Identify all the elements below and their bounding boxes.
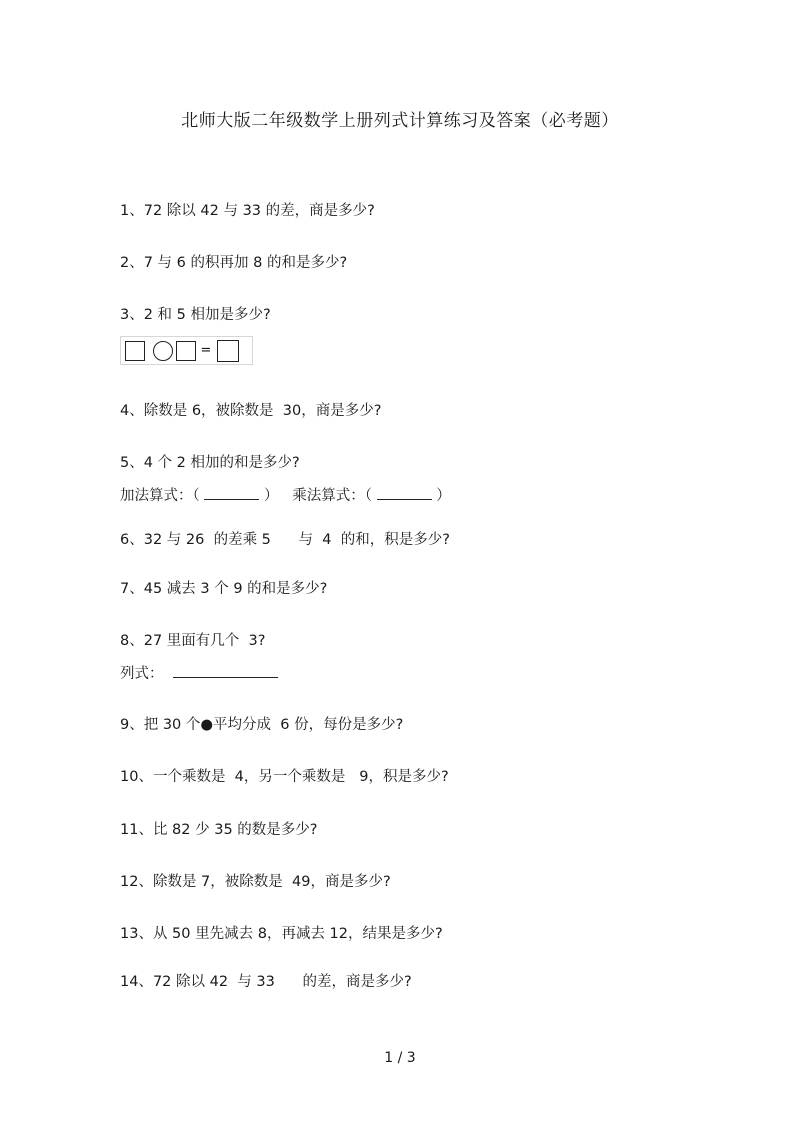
question-14: 14、72 除以 42 与 33 的差，商是多少? bbox=[120, 974, 412, 990]
question-2: 2、7 与 6 的积再加 8 的和是多少? bbox=[120, 255, 348, 271]
page-title: 北师大版二年级数学上册列式计算练习及答案（必考题） bbox=[181, 111, 619, 131]
mul-formula-close: ） bbox=[436, 488, 451, 504]
formula-label: 列式： bbox=[120, 666, 164, 682]
q8-answer-line bbox=[120, 662, 278, 683]
question-11: 11、比 82 少 35 的数是多少? bbox=[120, 822, 318, 838]
square-box-shape bbox=[125, 341, 145, 361]
question-7: 7、45 减去 3 个 9 的和是多少? bbox=[120, 581, 328, 597]
equals-sign: = bbox=[200, 343, 212, 358]
question-12: 12、除数是 7，被除数是 49，商是多少? bbox=[120, 874, 391, 890]
page-number: 1 / 3 bbox=[384, 1050, 416, 1066]
mul-formula-label: 乘法算式：（ bbox=[292, 488, 373, 504]
add-formula-blank bbox=[204, 485, 259, 500]
add-formula-label: 加法算式：（ bbox=[120, 488, 200, 504]
formula-blank bbox=[173, 663, 278, 678]
circle-operator-shape bbox=[153, 341, 173, 361]
question-3: 3、2 和 5 相加是多少? bbox=[120, 307, 271, 323]
mul-formula-blank bbox=[377, 485, 432, 500]
question-13: 13、从 50 里先减去 8，再减去 12，结果是多少? bbox=[120, 926, 443, 942]
question-9: 9、把 30 个●平均分成 6 份，每份是多少? bbox=[120, 717, 404, 733]
question-10: 10、一个乘数是 4，另一个乘数是 9，积是多少? bbox=[120, 769, 449, 785]
q5-answer-line bbox=[120, 484, 451, 505]
question-5: 5、4 个 2 相加的和是多少? bbox=[120, 455, 300, 471]
question-4: 4、除数是 6，被除数是 30，商是多少? bbox=[120, 403, 382, 419]
q3-shape-equation bbox=[120, 336, 253, 365]
square-box-shape bbox=[176, 341, 196, 361]
question-6: 6、32 与 26 的差乘 5 与 4 的和，积是多少? bbox=[120, 532, 450, 548]
answer-box-shape bbox=[217, 340, 239, 362]
add-formula-close: ） bbox=[263, 488, 279, 504]
question-8: 8、27 里面有几个 3? bbox=[120, 633, 266, 649]
question-1: 1、72 除以 42 与 33 的差，商是多少? bbox=[120, 203, 375, 219]
